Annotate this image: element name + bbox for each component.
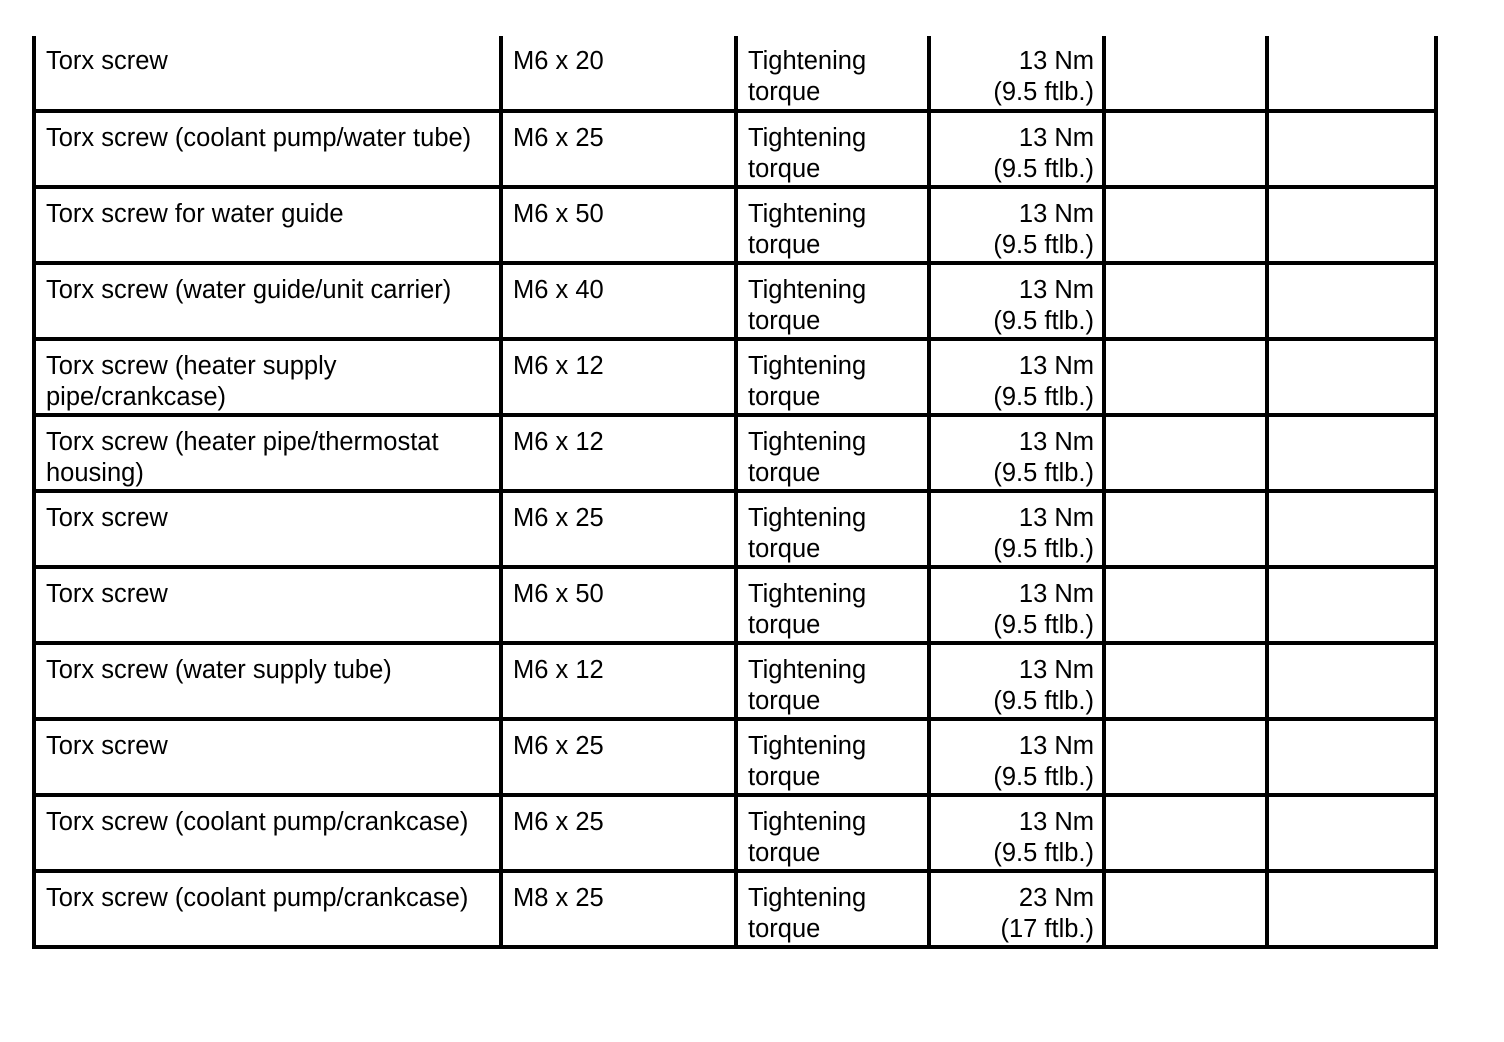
table-row (34, 567, 1436, 643)
torque-value-imperial: (9.5 ftlb.) (993, 307, 1094, 335)
part-description: Torx screw (water guide/unit carrier) (46, 276, 452, 304)
torque-value-cell (929, 263, 1104, 339)
torque-value-metric: 13 Nm (1018, 580, 1094, 608)
part-description-cell (34, 643, 501, 719)
spec-type-line1: Tightening (748, 200, 867, 228)
spec-type-cell (736, 263, 929, 339)
part-description-cell (34, 491, 501, 567)
spec-type-line1: Tightening (748, 47, 867, 75)
torque-value-cell (929, 111, 1104, 187)
part-description: Torx screw (46, 504, 168, 532)
table-row (34, 339, 1436, 415)
torque-spec-table (32, 36, 1438, 949)
part-description-cell (34, 36, 501, 111)
blank-cell-1 (1104, 339, 1267, 415)
thread-size-cell (501, 263, 736, 339)
thread-size-cell (501, 871, 736, 947)
blank-cell-1 (1104, 567, 1267, 643)
blank-cell-1 (1104, 415, 1267, 491)
torque-value-metric: 13 Nm (1018, 47, 1094, 75)
torque-value-cell (929, 491, 1104, 567)
torque-value-cell (929, 871, 1104, 947)
thread-size: M8 x 25 (513, 884, 604, 912)
table-row (34, 36, 1436, 111)
blank-cell-1 (1104, 795, 1267, 871)
spec-type-cell (736, 795, 929, 871)
torque-value-cell (929, 339, 1104, 415)
thread-size-cell (501, 415, 736, 491)
part-description: Torx screw (coolant pump/crankcase) (46, 808, 469, 836)
spec-type-line2: torque (748, 611, 821, 639)
blank-cell-2 (1267, 415, 1436, 491)
blank-cell-1 (1104, 871, 1267, 947)
thread-size: M6 x 12 (513, 656, 604, 684)
torque-value-imperial: (9.5 ftlb.) (993, 231, 1094, 259)
thread-size-cell (501, 36, 736, 111)
spec-type-cell (736, 491, 929, 567)
torque-value-cell (929, 719, 1104, 795)
blank-cell-2 (1267, 111, 1436, 187)
blank-cell-2 (1267, 567, 1436, 643)
spec-type-line1: Tightening (748, 884, 867, 912)
spec-type-line1: Tightening (748, 580, 867, 608)
spec-type-line2: torque (748, 155, 821, 183)
thread-size: M6 x 25 (513, 504, 604, 532)
table-row (34, 263, 1436, 339)
blank-cell-1 (1104, 719, 1267, 795)
thread-size-cell (501, 719, 736, 795)
blank-cell-1 (1104, 643, 1267, 719)
part-description: Torx screw (46, 580, 168, 608)
torque-value-cell (929, 567, 1104, 643)
thread-size: M6 x 25 (513, 732, 604, 760)
thread-size: M6 x 12 (513, 352, 604, 380)
thread-size: M6 x 12 (513, 428, 604, 456)
thread-size-cell (501, 187, 736, 263)
spec-type-line1: Tightening (748, 352, 867, 380)
thread-size-cell (501, 795, 736, 871)
spec-type-line1: Tightening (748, 124, 867, 152)
spec-type-cell (736, 339, 929, 415)
torque-value-imperial: (9.5 ftlb.) (993, 78, 1094, 106)
spec-type-cell (736, 643, 929, 719)
part-description-cell (34, 795, 501, 871)
torque-value-metric: 13 Nm (1018, 504, 1094, 532)
blank-cell-2 (1267, 719, 1436, 795)
spec-type-line2: torque (748, 307, 821, 335)
spec-type-line2: torque (748, 459, 821, 487)
table-row (34, 795, 1436, 871)
part-description: Torx screw (water supply tube) (46, 656, 392, 684)
part-description: Torx screw (46, 47, 168, 75)
spec-type-line1: Tightening (748, 808, 867, 836)
spec-type-line1: Tightening (748, 276, 867, 304)
torque-value-imperial: (9.5 ftlb.) (993, 155, 1094, 183)
blank-cell-2 (1267, 491, 1436, 567)
thread-size: M6 x 50 (513, 200, 604, 228)
torque-value-metric: 13 Nm (1018, 656, 1094, 684)
table-row (34, 187, 1436, 263)
table-row (34, 719, 1436, 795)
part-description-cell (34, 415, 501, 491)
torque-value-metric: 13 Nm (1018, 352, 1094, 380)
spec-type-cell (736, 719, 929, 795)
table-row (34, 643, 1436, 719)
blank-cell-1 (1104, 36, 1267, 111)
table-body (34, 36, 1436, 947)
spec-type-line1: Tightening (748, 428, 867, 456)
part-description: Torx screw (coolant pump/water tube) (46, 124, 472, 152)
thread-size: M6 x 25 (513, 124, 604, 152)
torque-value-imperial: (9.5 ftlb.) (993, 535, 1094, 563)
blank-cell-2 (1267, 871, 1436, 947)
spec-type-cell (736, 36, 929, 111)
torque-value-imperial: (9.5 ftlb.) (993, 839, 1094, 867)
spec-type-line2: torque (748, 383, 821, 411)
spec-type-line2: torque (748, 839, 821, 867)
part-description: Torx screw (46, 732, 168, 760)
table-row (34, 491, 1436, 567)
blank-cell-2 (1267, 795, 1436, 871)
torque-value-cell (929, 36, 1104, 111)
thread-size-cell (501, 339, 736, 415)
spec-type-line2: torque (748, 687, 821, 715)
table-row (34, 111, 1436, 187)
spec-type-cell (736, 567, 929, 643)
torque-value-metric: 13 Nm (1018, 808, 1094, 836)
torque-value-imperial: (9.5 ftlb.) (993, 611, 1094, 639)
torque-value-cell (929, 643, 1104, 719)
blank-cell-2 (1267, 36, 1436, 111)
part-description-cell (34, 339, 501, 415)
part-description-cell (34, 187, 501, 263)
thread-size-cell (501, 643, 736, 719)
torque-value-imperial: (9.5 ftlb.) (993, 383, 1094, 411)
torque-value-imperial: (9.5 ftlb.) (993, 763, 1094, 791)
spec-type-line2: torque (748, 915, 821, 943)
part-description-cell (34, 871, 501, 947)
part-description: Torx screw for water guide (46, 200, 344, 228)
spec-type-line1: Tightening (748, 656, 867, 684)
part-description-cell (34, 567, 501, 643)
part-description-cell (34, 263, 501, 339)
table-row (34, 871, 1436, 947)
spec-type-cell (736, 187, 929, 263)
thread-size-cell (501, 111, 736, 187)
torque-value-imperial: (9.5 ftlb.) (993, 459, 1094, 487)
spec-type-cell (736, 415, 929, 491)
thread-size: M6 x 50 (513, 580, 604, 608)
blank-cell-1 (1104, 111, 1267, 187)
spec-type-line1: Tightening (748, 732, 867, 760)
thread-size: M6 x 20 (513, 47, 604, 75)
blank-cell-1 (1104, 263, 1267, 339)
spec-type-cell (736, 871, 929, 947)
torque-value-metric: 13 Nm (1018, 200, 1094, 228)
spec-type-line1: Tightening (748, 504, 867, 532)
torque-value-metric: 13 Nm (1018, 732, 1094, 760)
torque-value-imperial: (17 ftlb.) (1000, 915, 1094, 943)
blank-cell-1 (1104, 491, 1267, 567)
part-description-cell (34, 111, 501, 187)
torque-value-metric: 13 Nm (1018, 124, 1094, 152)
torque-value-cell (929, 795, 1104, 871)
blank-cell-2 (1267, 339, 1436, 415)
torque-value-metric: 23 Nm (1018, 884, 1094, 912)
spec-type-line2: torque (748, 78, 821, 106)
spec-type-line2: torque (748, 763, 821, 791)
torque-value-metric: 13 Nm (1018, 276, 1094, 304)
torque-value-metric: 13 Nm (1018, 428, 1094, 456)
spec-type-cell (736, 111, 929, 187)
blank-cell-2 (1267, 643, 1436, 719)
thread-size: M6 x 25 (513, 808, 604, 836)
table-row (34, 415, 1436, 491)
part-description: Torx screw (heater pipe/thermostat housing) (46, 428, 439, 487)
spec-type-line2: torque (748, 231, 821, 259)
thread-size-cell (501, 491, 736, 567)
part-description: Torx screw (coolant pump/crankcase) (46, 884, 469, 912)
thread-size: M6 x 40 (513, 276, 604, 304)
torque-value-cell (929, 415, 1104, 491)
blank-cell-2 (1267, 187, 1436, 263)
torque-value-cell (929, 187, 1104, 263)
thread-size-cell (501, 567, 736, 643)
blank-cell-2 (1267, 263, 1436, 339)
part-description-cell (34, 719, 501, 795)
torque-spec-table-container (32, 36, 1434, 949)
blank-cell-1 (1104, 187, 1267, 263)
part-description: Torx screw (heater supply pipe/crankcase) (46, 352, 337, 411)
torque-value-imperial: (9.5 ftlb.) (993, 687, 1094, 715)
spec-type-line2: torque (748, 535, 821, 563)
